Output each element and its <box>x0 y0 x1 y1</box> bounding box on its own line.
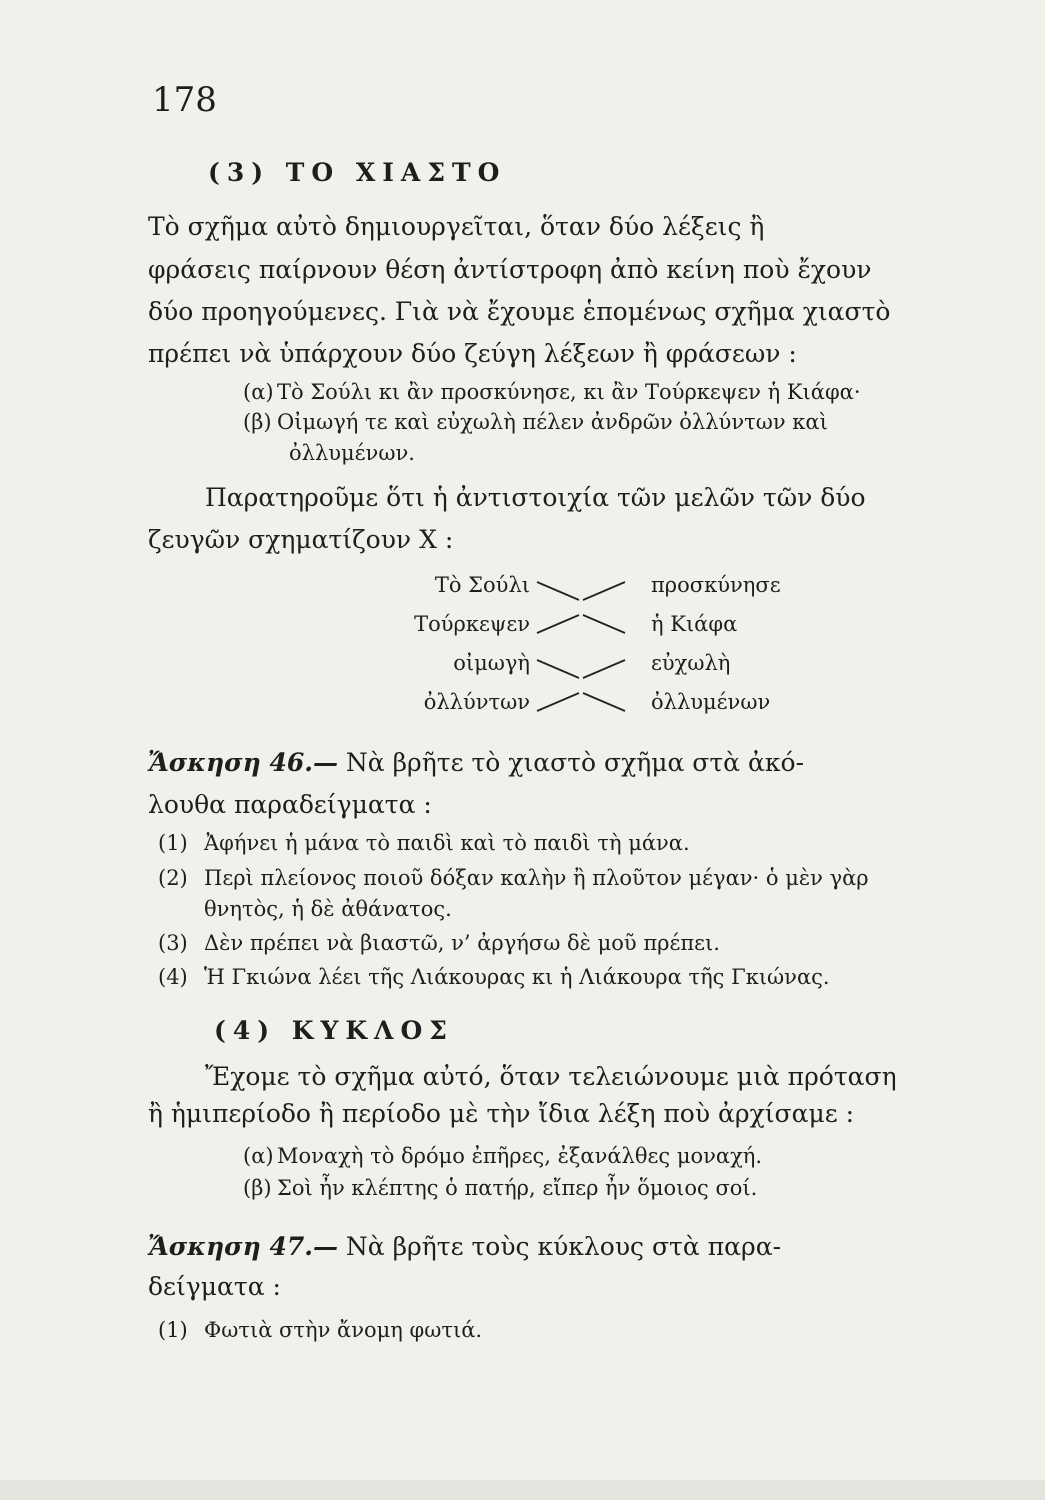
example-text: ὀλλυμένων. <box>289 441 415 465</box>
exercise-instruction: δείγματα : <box>148 1272 281 1301</box>
chiasm-inverted-v-mark <box>533 689 629 715</box>
example-label: (β) <box>243 410 272 434</box>
paragraph-line: Ἔχομε τὸ σχῆμα αὐτό, ὅταν τελειώνουμε μιὰ πρόταση <box>205 1062 897 1091</box>
paragraph-line: φράσεις παίρνουν θέση ἀντίστροφη ἀπὸ κείνη ποὺ ἔχουν <box>148 255 872 284</box>
exercise-46-heading <box>148 748 804 777</box>
item-label: (2) <box>158 866 188 890</box>
diagram-left-term: οἰμωγὴ <box>453 651 530 675</box>
exercise-label: Ἄσκηση 47.— <box>148 1232 338 1261</box>
item-text: Φωτιὰ στὴν ἄνομη φωτιά. <box>204 1318 483 1342</box>
example-alpha <box>243 380 861 404</box>
item-text: Περὶ πλείονος ποιοῦ δόξαν καλὴν ἢ πλοῦτον μέγαν· ὁ μὲν γὰρ <box>204 866 869 890</box>
example-label: (α) <box>243 380 274 404</box>
exercise-instruction: λουθα παραδείγματα : <box>148 790 432 819</box>
page-number: 178 <box>152 80 217 120</box>
example-beta <box>243 410 828 434</box>
diagram-right-term: ἡ Κιάφα <box>651 612 738 636</box>
exercise-item <box>158 866 869 890</box>
chiasm-v-mark <box>533 578 629 604</box>
section-title-chiasmus: (3) ΤΟ ΧΙΑΣΤΟ <box>208 158 507 187</box>
paragraph-line: ζευγῶν σχηματίζουν Χ : <box>148 525 454 554</box>
item-label: (4) <box>158 965 188 989</box>
exercise-instruction: Νὰ βρῆτε τὸ χιαστὸ σχῆμα στὰ ἀκό- <box>337 748 805 777</box>
diagram-right-term: ὀλλυμένων <box>651 690 771 714</box>
item-label: (1) <box>158 831 188 855</box>
example-text: Σοὶ ἦν κλέπτης ὁ πατήρ, εἴπερ ἦν ὅμοιος σοί. <box>277 1176 758 1200</box>
example-label: (β) <box>243 1176 272 1200</box>
example-alpha <box>243 1144 762 1168</box>
diagram-left-term: ὀλλύντων <box>423 690 530 714</box>
paragraph-line: δύο προηγούμενες. Γιὰ νὰ ἔχουμε ἑπομένως σχῆμα χιαστὸ <box>148 297 891 326</box>
exercise-item <box>158 965 830 989</box>
exercise-47-heading <box>148 1232 781 1261</box>
diagram-right-term: προσκύνησε <box>651 573 781 597</box>
page-edge <box>0 1480 1045 1500</box>
diagram-right-term: εὐχωλὴ <box>651 651 731 675</box>
paragraph-line: πρέπει νὰ ὑπάρχουν δύο ζεύγη λέξεων ἢ φράσεων : <box>148 339 797 368</box>
item-label: (1) <box>158 1318 188 1342</box>
example-beta <box>243 1176 757 1200</box>
item-text: Δὲν πρέπει νὰ βιαστῶ, ν’ ἀργήσω δὲ μοῦ πρέπει. <box>204 931 720 955</box>
paragraph-line: Τὸ σχῆμα αὐτὸ δημιουργεῖται, ὅταν δύο λέξεις ἢ <box>148 212 765 241</box>
exercise-label: Ἄσκηση 46.— <box>148 748 338 777</box>
item-label: (3) <box>158 931 188 955</box>
item-text: Ἀφήνει ἡ μάνα τὸ παιδὶ καὶ τὸ παιδὶ τὴ μάνα. <box>204 831 690 855</box>
example-text: Οἰμωγή τε καὶ εὐχωλὴ πέλεν ἀνδρῶν ὀλλύντων καὶ <box>277 410 828 434</box>
diagram-left-term: Τὸ Σούλι <box>434 573 530 597</box>
exercise-item <box>158 831 690 855</box>
diagram-left-term: Τούρκεψεν <box>414 612 530 636</box>
exercise-item <box>158 1318 482 1342</box>
exercise-item <box>158 931 720 955</box>
exercise-instruction: Νὰ βρῆτε τοὺς κύκλους στὰ παρα- <box>337 1232 782 1261</box>
paragraph-line: ἢ ἡμιπερίοδο ἢ περίοδο μὲ τὴν ἴδια λέξη ποὺ ἀρχίσαμε : <box>148 1099 855 1128</box>
paragraph-line: Παρατηροῦμε ὅτι ἡ ἀντιστοιχία τῶν μελῶν τῶν δύο <box>205 483 866 512</box>
item-text: θνητὸς, ἡ δὲ ἀθάνατος. <box>204 897 452 921</box>
example-text: Μοναχὴ τὸ δρόμο ἐπῆρες, ἐξανάλθες μοναχή. <box>277 1144 763 1168</box>
item-text: Ἡ Γκιώνα λέει τῆς Λιάκουρας κι ἡ Λιάκουρα τῆς Γκιώνας. <box>204 965 830 989</box>
example-text: Τὸ Σούλι κι ἂν προσκύνησε, κι ἂν Τούρκεψεν ἡ Κιάφα· <box>277 380 861 404</box>
section-title-circle: (4) ΚΥΚΛΟΣ <box>214 1016 454 1045</box>
chiasm-v-mark <box>533 656 629 682</box>
example-label: (α) <box>243 1144 274 1168</box>
chiasm-inverted-v-mark <box>533 611 629 637</box>
